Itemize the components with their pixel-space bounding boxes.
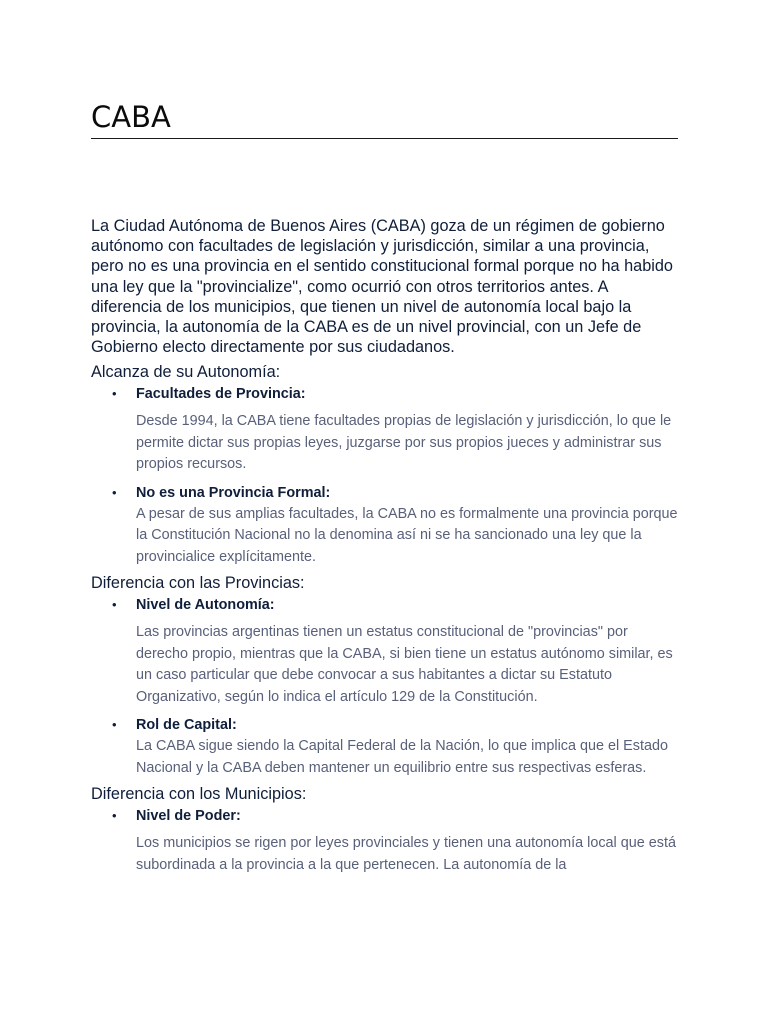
item-title: Nivel de Poder: bbox=[136, 808, 241, 825]
list-item bbox=[91, 594, 678, 708]
bullet-icon: • bbox=[112, 597, 117, 613]
list-item bbox=[91, 383, 678, 476]
section-municipios bbox=[91, 783, 678, 876]
bullet-list bbox=[91, 594, 678, 779]
item-text: Los municipios se rigen por leyes provinciales y tienen una autonomía local que está subordinada a la provincia a la que pertenecen. La autonomía de la bbox=[136, 835, 676, 873]
list-item bbox=[91, 805, 678, 876]
item-title: Nivel de Autonomía: bbox=[136, 597, 275, 614]
list-item bbox=[91, 714, 678, 779]
intro-paragraph: La Ciudad Autónoma de Buenos Aires (CABA) goza de un régimen de gobierno autónomo con facultades de legislación y jurisdicción, similar a una provincia, pero no es una provincia en el sentido constitucional formal porque no ha habido una ley que la "provincialize", como ocurrió con otros territorios antes. A diferencia de los municipios, que tienen un nivel de autonomía local bajo la provincia, la autonomía de la CABA es de un nivel provincial, con un Jefe de Gobierno electo directamente por sus ciudadanos. bbox=[91, 217, 673, 357]
item-title: No es una Provincia Formal: bbox=[136, 484, 331, 501]
section-heading: Alcanza de su Autonomía: bbox=[91, 363, 281, 382]
item-text: Las provincias argentinas tienen un estatus constitucional de "provincias" por derecho propio, mientras que la CABA, si bien tiene un estatus autónomo similar, es un caso particular que debe convocar a sus habitantes a dictar su Estatuto Organizativo, según lo indica el artículo 129 de la Constitución. bbox=[136, 624, 673, 705]
bullet-icon: • bbox=[112, 386, 117, 402]
section-provincias bbox=[91, 572, 678, 779]
bullet-list bbox=[91, 805, 678, 876]
section-heading: Diferencia con los Municipios: bbox=[91, 785, 307, 804]
section-heading: Diferencia con las Provincias: bbox=[91, 574, 305, 593]
bullet-list bbox=[91, 383, 678, 568]
item-text: Desde 1994, la CABA tiene facultades propias de legislación y jurisdicción, lo que le permite dictar sus propias leyes, juzgarse por sus propios jueces y administrar sus propios recursos. bbox=[136, 413, 672, 473]
bullet-icon: • bbox=[112, 484, 117, 500]
item-text: La CABA sigue siendo la Capital Federal de la Nación, lo que implica que el Estado Nacional y la CABA deben mantener un equilibrio entre sus respectivas esferas. bbox=[136, 738, 668, 776]
document-title: CABA bbox=[91, 98, 678, 139]
bullet-icon: • bbox=[112, 717, 117, 733]
list-item bbox=[91, 482, 678, 569]
item-text: A pesar de sus amplias facultades, la CABA no es formalmente una provincia porque la Constitución Nacional no la denomina así ni se ha sancionado una ley que la provincialice explícitamente. bbox=[136, 505, 678, 565]
item-title: Facultades de Provincia: bbox=[136, 386, 306, 403]
item-title: Rol de Capital: bbox=[136, 717, 237, 734]
document-content bbox=[91, 216, 678, 876]
bullet-icon: • bbox=[112, 808, 117, 824]
section-alcance bbox=[91, 361, 678, 568]
